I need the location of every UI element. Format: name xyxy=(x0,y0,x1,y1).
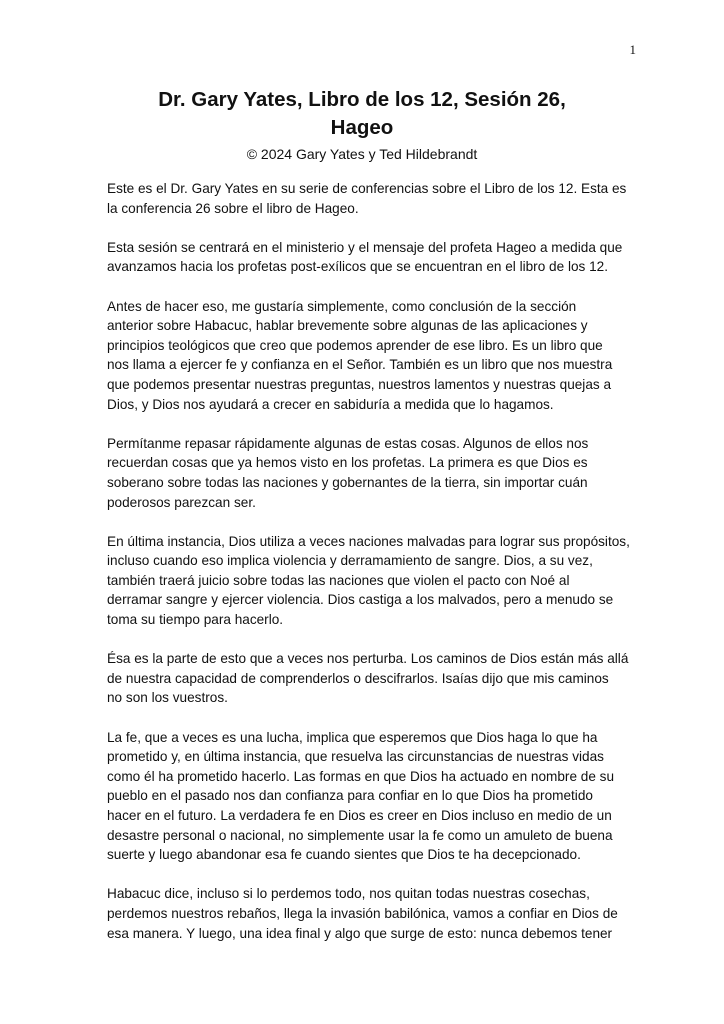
text-line: de nuestra capacidad de comprenderlos o descifrarlos. Isaías dijo que mis caminos xyxy=(107,670,609,686)
text-line: suerte y luego abandonar esa fe cuando sientes que Dios te ha decepcionado. xyxy=(107,847,581,863)
text-line: principios teológicos que creo que podemos aprender de ese libro. Es un libro que xyxy=(107,337,603,353)
text-line: Antes de hacer eso, me gustaría simplemente, como conclusión de la sección xyxy=(107,298,577,314)
text-line: En última instancia, Dios utiliza a veces naciones malvadas para lograr sus propósitos, xyxy=(107,533,630,549)
text-line: que podemos presentar nuestras preguntas, nuestros lamentos y nuestras quejas a xyxy=(107,376,612,392)
text-line: avanzamos hacia los profetas post-exílicos que se encuentran en el libro de los 12. xyxy=(107,259,608,275)
text-line: hacer en el futuro. La verdadera fe en Dios es creer en Dios incluso en medio de un xyxy=(107,808,612,823)
paragraph xyxy=(107,297,647,415)
paragraph xyxy=(107,238,647,277)
text-line: derramar sangre y ejercer violencia. Dios castiga a los malvados, pero a menudo se xyxy=(107,592,614,608)
paragraph xyxy=(107,434,647,512)
text-line: no son los vuestros. xyxy=(107,690,228,706)
text-line: anterior sobre Habacuc, hablar brevemente sobre algunas de las aplicaciones y xyxy=(107,318,588,334)
page-number: 1 xyxy=(629,42,636,57)
text-line: como él ha prometido hacerlo. Las formas en que Dios ha actuado en nombre de su xyxy=(107,768,615,784)
text-line: toma su tiempo para hacerlo. xyxy=(107,612,284,628)
paragraph xyxy=(107,884,647,943)
text-line: perdemos nuestros rebaños, llega la invasión babilónica, vamos a confiar en Dios de xyxy=(107,905,618,921)
title-line: Hageo xyxy=(330,116,394,139)
text-line: incluso cuando eso implica violencia y derramamiento de sangre. Dios, a su vez, xyxy=(107,553,593,569)
text-line: Permítanme repasar rápidamente algunas de estas cosas. Algunos de ellos nos xyxy=(107,435,589,451)
text-line: poderosos parezcan ser. xyxy=(107,494,256,510)
text-line: recuerdan cosas que ya hemos visto en los profetas. La primera es que Dios es xyxy=(107,455,588,471)
text-line: esa manera. Y luego, una idea final y algo que surge de esto: nunca debemos tener xyxy=(107,925,613,941)
document-body xyxy=(107,179,647,963)
text-line: Habacuc dice, incluso si lo perdemos todo, nos quitan todas nuestras cosechas, xyxy=(107,886,590,902)
text-line: Esta sesión se centrará en el ministerio y el mensaje del profeta Hageo a medida que xyxy=(107,239,623,255)
title-line: Dr. Gary Yates, Libro de los 12, Sesión 26, xyxy=(158,88,566,111)
paragraph xyxy=(107,532,647,630)
text-line: la conferencia 26 sobre el libro de Hageo. xyxy=(107,200,359,216)
text-line: también traerá juicio sobre todas las naciones que violen el pacto con Noé al xyxy=(107,572,570,588)
text-line: Dios, y Dios nos ayudará a crecer en sabiduría a medida que lo hagamos. xyxy=(107,396,554,412)
text-line: Este es el Dr. Gary Yates en su serie de conferencias sobre el Libro de los 12. Esta es xyxy=(107,181,627,196)
text-line: Ésa es la parte de esto que a veces nos perturba. Los caminos de Dios están más allá xyxy=(107,651,629,667)
copyright-notice: © 2024 Gary Yates y Ted Hildebrandt xyxy=(246,146,478,162)
text-line: La fe, que a veces es una lucha, implica que esperemos que Dios haga lo que ha xyxy=(107,729,598,745)
paragraph xyxy=(107,179,647,218)
text-line: desastre personal o nacional, no simplemente usar la fe como un amuleto de buena xyxy=(107,827,613,843)
text-line: pueblo en el pasado nos dan confianza para confiar en lo que Dios ha prometido xyxy=(107,788,593,804)
text-line: prometido y, en última instancia, que resuelva las circunstancias de nuestras vidas xyxy=(107,749,604,765)
paragraph xyxy=(107,728,647,865)
text-line: soberano sobre todas las naciones y gobernantes de la tierra, sin importar cuán xyxy=(107,474,588,490)
document-title xyxy=(0,86,724,142)
text-line: nos llama a ejercer fe y confianza en el Señor. También es un libro que nos muestra xyxy=(107,357,613,373)
paragraph xyxy=(107,649,647,708)
